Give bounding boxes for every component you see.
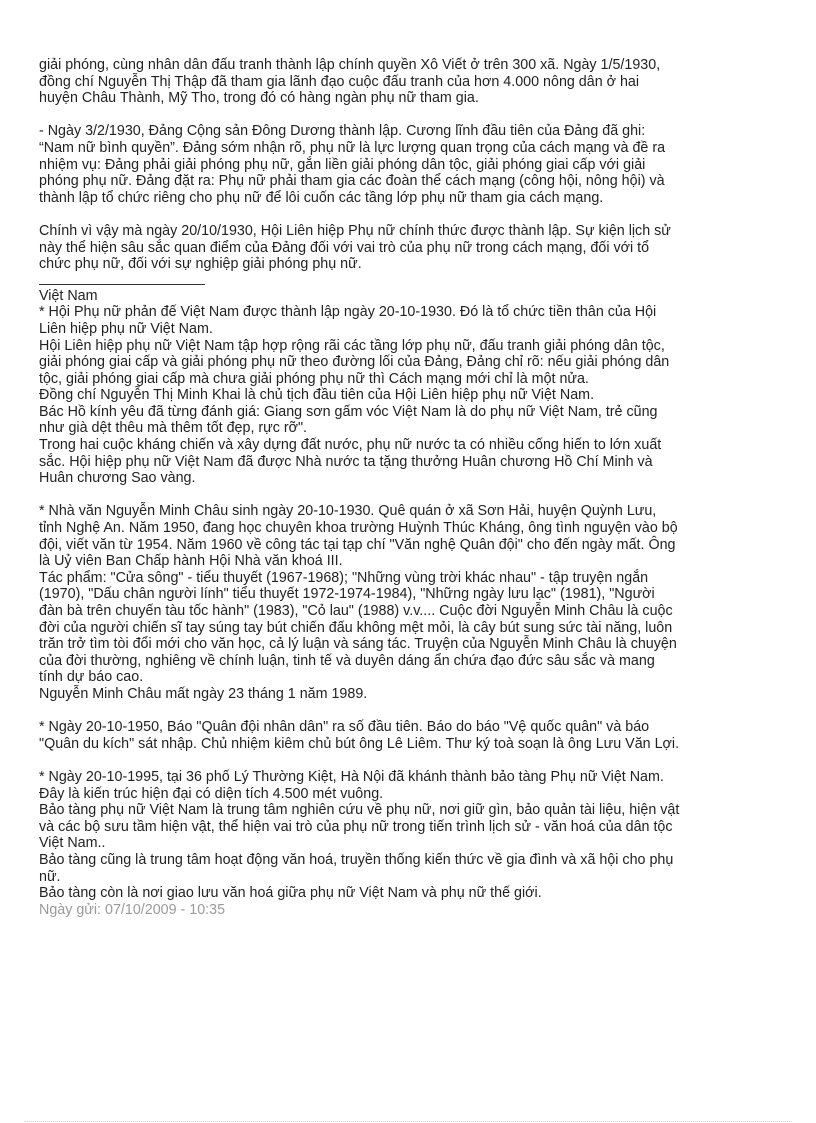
text-line: đồng chí Nguyễn Thị Thập đã tham gia lãnh đạo cuộc đấu tranh của hơn 4.000 nông dân ở hai bbox=[39, 73, 640, 90]
text-line: Bác Hồ kính yêu đã từng đánh giá: Giang sơn gấm vóc Việt Nam là do phụ nữ Việt Nam, trẻ cũng bbox=[39, 403, 658, 420]
text-line: Liên hiệp phụ nữ Việt Nam. bbox=[39, 320, 213, 337]
text-line: Đồng chí Nguyễn Thị Minh Khai là chủ tịch đầu tiên của Hội Liên hiệp phụ nữ Việt Nam. bbox=[39, 387, 595, 404]
text-line: huyện Châu Thành, Mỹ Tho, trong đó có hàng ngàn phụ nữ tham gia. bbox=[39, 90, 479, 107]
paragraph bbox=[39, 223, 781, 273]
text-line: "Quân du kích" sát nhập. Chủ nhiệm kiêm chủ bút ông Lê Liêm. Thư ký toà soạn là ông Lưu Văn Lợi. bbox=[39, 735, 680, 752]
text-line: Việt Nam bbox=[39, 287, 98, 304]
text-line: Việt Nam.. bbox=[39, 835, 106, 852]
text-line: giải phóng, cùng nhân dân đấu tranh thành lập chính quyền Xô Viết ở trên 300 xã. Ngày 1/5/1930, bbox=[39, 57, 661, 73]
paragraph bbox=[39, 719, 781, 752]
text-line: - Ngày 3/2/1930, Đảng Cộng sản Đông Dương thành lập. Cương lĩnh đầu tiên của Đảng đã ghi: bbox=[39, 123, 646, 140]
paragraph-spacer bbox=[39, 206, 781, 223]
posted-date bbox=[39, 902, 781, 919]
text-line: Đây là kiến trúc hiện đại có diện tích 4.500 mét vuông. bbox=[39, 785, 384, 802]
text-line: * Ngày 20-10-1950, Báo "Quân đội nhân dân" ra số đầu tiên. Báo do báo "Vệ quốc quân" và báo bbox=[39, 719, 650, 736]
text-line: như già dệt thêu mà thêm tốt đẹp, rực rỡ". bbox=[39, 420, 308, 437]
text-line: đàn bà trên chuyến tàu tốc hành" (1983), "Cỏ lau" (1988) v.v.... Cuộc đời Nguyễn Minh Châu là cuộc bbox=[39, 603, 673, 619]
text-line: Nguyễn Minh Châu mất ngày 23 tháng 1 năm 1989. bbox=[39, 685, 368, 702]
text-line: đội, viết văn từ 1954. Năm 1960 về công tác tại tạp chí "Văn nghệ Quân đội" cho đến ngày mất. Ông bbox=[39, 536, 676, 553]
text-line: Tác phẩm: "Cửa sông" - tiểu thuyết (1967-1968); "Những vùng trời khác nhau" - tập truyện ngắn bbox=[39, 569, 649, 586]
text-line: trăn trở tìm tòi đổi mới cho văn học, cả lý luận và sáng tác. Truyện của Nguyễn Minh Châu là chuyện bbox=[39, 636, 677, 653]
text-line: là Uỷ viên Ban Chấp hành Hội Nhà văn khoá III. bbox=[39, 553, 343, 570]
text-line: Ngày gửi: 07/10/2009 - 10:35 bbox=[39, 901, 226, 918]
text-line: của đời thường, nghiêng về chính luận, tinh tế và duyên dáng ẩn chứa đạo đức sâu sắc và mang bbox=[39, 652, 655, 669]
paragraph bbox=[39, 123, 781, 206]
text-line: đời của người chiến sĩ tay súng tay bút chiến đấu không mệt mỏi, là cây bút sung sức tài năng, luôn bbox=[39, 619, 673, 636]
separator-rule bbox=[39, 273, 205, 285]
text-line: Hội Liên hiệp phụ nữ Việt Nam tập hợp rộng rãi các tầng lớp phụ nữ, đấu tranh giải phóng dân tộc, bbox=[39, 337, 665, 354]
text-line: (1970), "Dấu chân người lính" tiểu thuyết 1972-1974-1984), "Những ngày lưu lạc" (1981), "Người bbox=[39, 586, 655, 603]
text-line: Bảo tàng cũng là trung tâm hoạt động văn hoá, truyền thống kiến thức về gia đình và xã hội cho phụ bbox=[39, 851, 674, 868]
text-line: tỉnh Nghệ An. Năm 1950, đang học chuyên khoa trường Huỳnh Thúc Kháng, ông tình nguyện vào bộ bbox=[39, 520, 678, 537]
text-line: Bảo tàng phụ nữ Việt Nam là trung tâm nghiên cứu về phụ nữ, nơi giữ gìn, bảo quản tài liệu, hiện vật bbox=[39, 802, 680, 819]
text-line: * Hội Phụ nữ phản đế Việt Nam được thành lập ngày 20-10-1930. Đó là tổ chức tiền thân của Hội bbox=[39, 304, 657, 321]
paragraph-spacer bbox=[39, 107, 781, 124]
paragraph bbox=[39, 503, 781, 702]
text-line: phóng phụ nữ. Đảng đặt ra: Phụ nữ phải tham gia các đoàn thể cách mạng (công hội, nông hội) và bbox=[39, 173, 665, 190]
text-line: tộc, giải phóng giai cấp mà chưa giải phóng phụ nữ thì Cách mạng mới chỉ là một nửa. bbox=[39, 370, 589, 387]
text-line: giải phóng giai cấp và giải phóng phụ nữ theo đường lối của Đảng, Đảng chỉ rõ: nếu giải phóng dân bbox=[39, 354, 670, 371]
text-line: và các bộ sưu tầm hiện vật, thể hiện vai trò của phụ nữ trong tiến trình lịch sử - văn hoá của dân tộc bbox=[39, 818, 673, 835]
text-line: “Nam nữ bình quyền”. Đảng sớm nhận rõ, phụ nữ là lực lượng quan trọng của cách mạng và đề ra bbox=[39, 139, 666, 156]
text-line: tính dự báo cao. bbox=[39, 669, 144, 686]
article-body bbox=[39, 57, 781, 918]
paragraph-spacer bbox=[39, 487, 781, 504]
paragraph-spacer bbox=[39, 752, 781, 769]
paragraph bbox=[39, 769, 781, 902]
text-line: nữ. bbox=[39, 868, 61, 885]
text-line: Bảo tàng còn là nơi giao lưu văn hoá giữa phụ nữ Việt Nam và phụ nữ thế giới. bbox=[39, 885, 542, 902]
bottom-divider bbox=[24, 1121, 792, 1122]
text-line: Chính vì vậy mà ngày 20/10/1930, Hội Liên hiệp Phụ nữ chính thức được thành lập. Sự kiện lịch sử bbox=[39, 222, 671, 239]
text-line: * Ngày 20-10-1995, tại 36 phố Lý Thường Kiệt, Hà Nội đã khánh thành bảo tàng Phụ nữ Việt Nam. bbox=[39, 768, 664, 785]
paragraph bbox=[39, 57, 781, 107]
text-line: nhiệm vụ: Đảng phải giải phóng phụ nữ, gắn liền giải phóng dân tộc, giải phóng giai cấp với giải bbox=[39, 156, 646, 173]
paragraph bbox=[39, 288, 781, 487]
text-line: * Nhà văn Nguyễn Minh Châu sinh ngày 20-10-1930. Quê quán ở xã Sơn Hải, huyện Quỳnh Lưu, bbox=[39, 503, 657, 520]
paragraph-spacer bbox=[39, 703, 781, 720]
text-line: Huân chương Sao vàng. bbox=[39, 470, 196, 487]
text-line: chức phụ nữ, đối với sự nghiệp giải phóng phụ nữ. bbox=[39, 256, 362, 273]
text-line: Trong hai cuộc kháng chiến và xây dựng đất nước, phụ nữ nước ta có nhiều cống hiến to lớn xuất bbox=[39, 437, 662, 454]
text-line: này thể hiện sâu sắc quan điểm của Đảng đối với vai trò của phụ nữ trong cách mạng, đối với tổ bbox=[39, 239, 650, 256]
text-line: thành lập tổ chức riêng cho phụ nữ để lôi cuốn các tầng lớp phụ nữ tham gia cách mạng. bbox=[39, 189, 604, 206]
text-line: sắc. Hội hiệp phụ nữ Việt Nam đã được Nhà nước ta tặng thưởng Huân chương Hồ Chí Minh và bbox=[39, 453, 653, 470]
